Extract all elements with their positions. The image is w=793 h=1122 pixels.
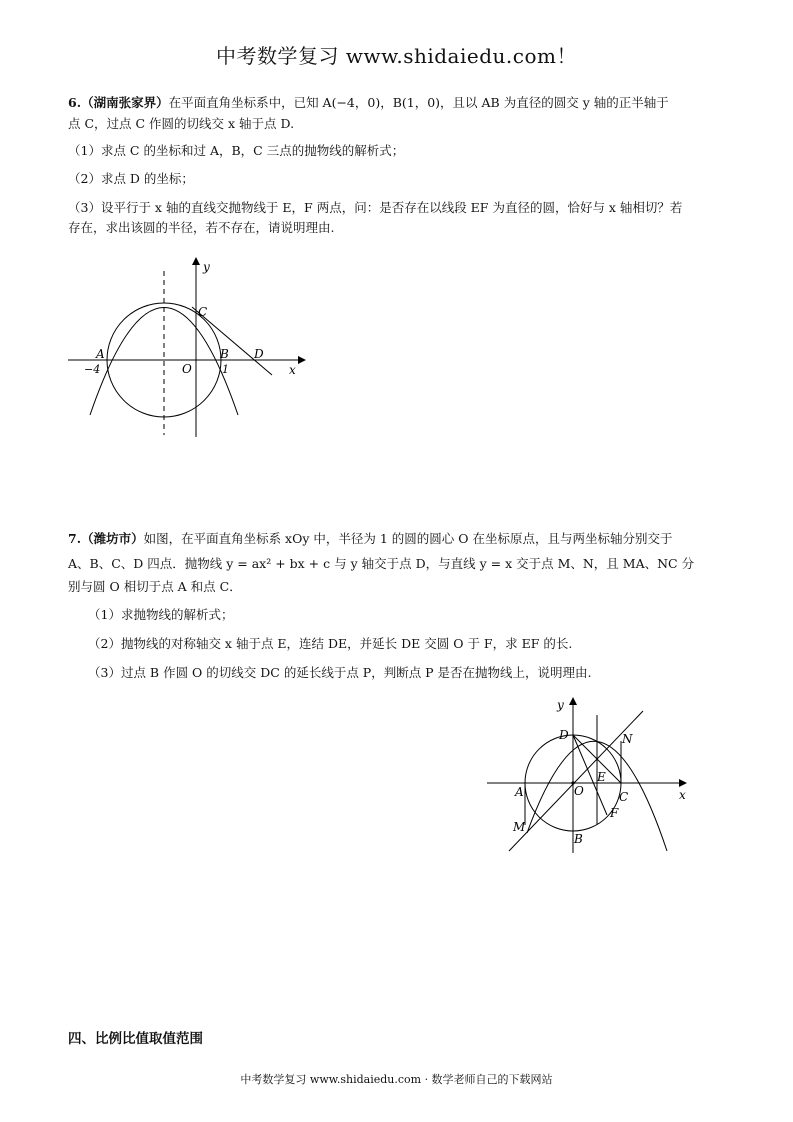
p7-label-F: F [610, 806, 619, 820]
p6-stem1: 在平面直角坐标系中，已知 A(−4，0)，B(1，0)，且以 AB 为直径的圆交 y 轴的正半轴于 [168, 95, 669, 110]
p7-source: （潍坊市） [81, 531, 144, 546]
p7-label-N: N [622, 732, 633, 746]
p6-stem-line1 [68, 94, 733, 112]
section-4-heading: 四、比例比值取值范围 [68, 1031, 203, 1047]
p7-stem1: 如图，在平面直角坐标系 xOy 中，半径为 1 的圆的圆心 O 在坐标原点，且与两坐标轴分别交于 [143, 531, 673, 546]
p7-question-2: （2）抛物线的对称轴交 x 轴于点 E，连结 DE，并延长 DE 交圆 O 于 F，求 EF 的长. [88, 636, 573, 651]
p6-y-arrow [192, 257, 200, 265]
p6-label-A: A [96, 347, 105, 361]
p6-x-arrow [298, 356, 306, 364]
p6-figure [60, 255, 310, 445]
p6-source: （湖南张家界） [81, 95, 169, 110]
p7-stem-line3: 别与圆 O 相切于点 A 和点 C． [68, 579, 242, 594]
page-footer: 中考数学复习 www.shidaiedu.com · 数学老师自己的下载网站 [240, 1073, 553, 1086]
p7-stem-line1 [68, 530, 733, 548]
p7-label-B: B [574, 832, 583, 846]
p6-label-x: x [289, 363, 296, 377]
p7-y-arrow [569, 697, 577, 705]
p6-question-3b: 存在，求出该圆的半径，若不存在，请说明理由. [68, 220, 335, 235]
p6-stem-line2: 点 C，过点 C 作圆的切线交 x 轴于点 D. [68, 116, 295, 131]
p6-label-B: B [220, 347, 229, 361]
p7-label-M: M [513, 820, 526, 834]
p6-question-3a: （3）设平行于 x 轴的直线交抛物线于 E，F 两点，问：是否存在以线段 EF 为直径的圆，恰好与 x 轴相切？若 [68, 200, 683, 215]
page-header: 中考数学复习 www.shidaiedu.com！ [216, 44, 577, 68]
p6-label-D: D [254, 347, 264, 361]
p7-question-1: （1）求抛物线的解析式； [88, 607, 234, 622]
p7-label-O: O [574, 784, 584, 798]
p7-stem-line2: A、B、C、D 四点．抛物线 y = ax² + bx + c 与 y 轴交于点 D，与直线 y = x 交于点 M、N，且 MA、NC 分 [68, 556, 695, 571]
p6-label-C: C [198, 305, 208, 319]
p6-label-neg4: −4 [84, 363, 101, 376]
p6-number: 6. [68, 95, 82, 110]
p6-label-y: y [203, 260, 210, 274]
p7-label-E: E [597, 770, 606, 784]
p6-label-O: O [182, 362, 192, 376]
p7-label-C: C [619, 790, 629, 804]
p7-label-y: y [557, 698, 564, 712]
p7-label-D: D [559, 728, 569, 742]
p7-figure [483, 693, 693, 858]
p7-number: 7. [68, 531, 82, 546]
p7-label-A: A [515, 785, 524, 799]
p6-question-1: （1）求点 C 的坐标和过 A，B，C 三点的抛物线的解析式； [68, 143, 405, 158]
p7-x-arrow [679, 779, 687, 787]
p7-question-3: （3）过点 B 作圆 O 的切线交 DC 的延长线于点 P，判断点 P 是否在抛物线上，说明理由. [88, 665, 592, 680]
p6-question-2: （2）求点 D 的坐标； [68, 171, 194, 186]
p6-label-one: 1 [222, 363, 229, 376]
p7-label-x: x [679, 788, 686, 802]
